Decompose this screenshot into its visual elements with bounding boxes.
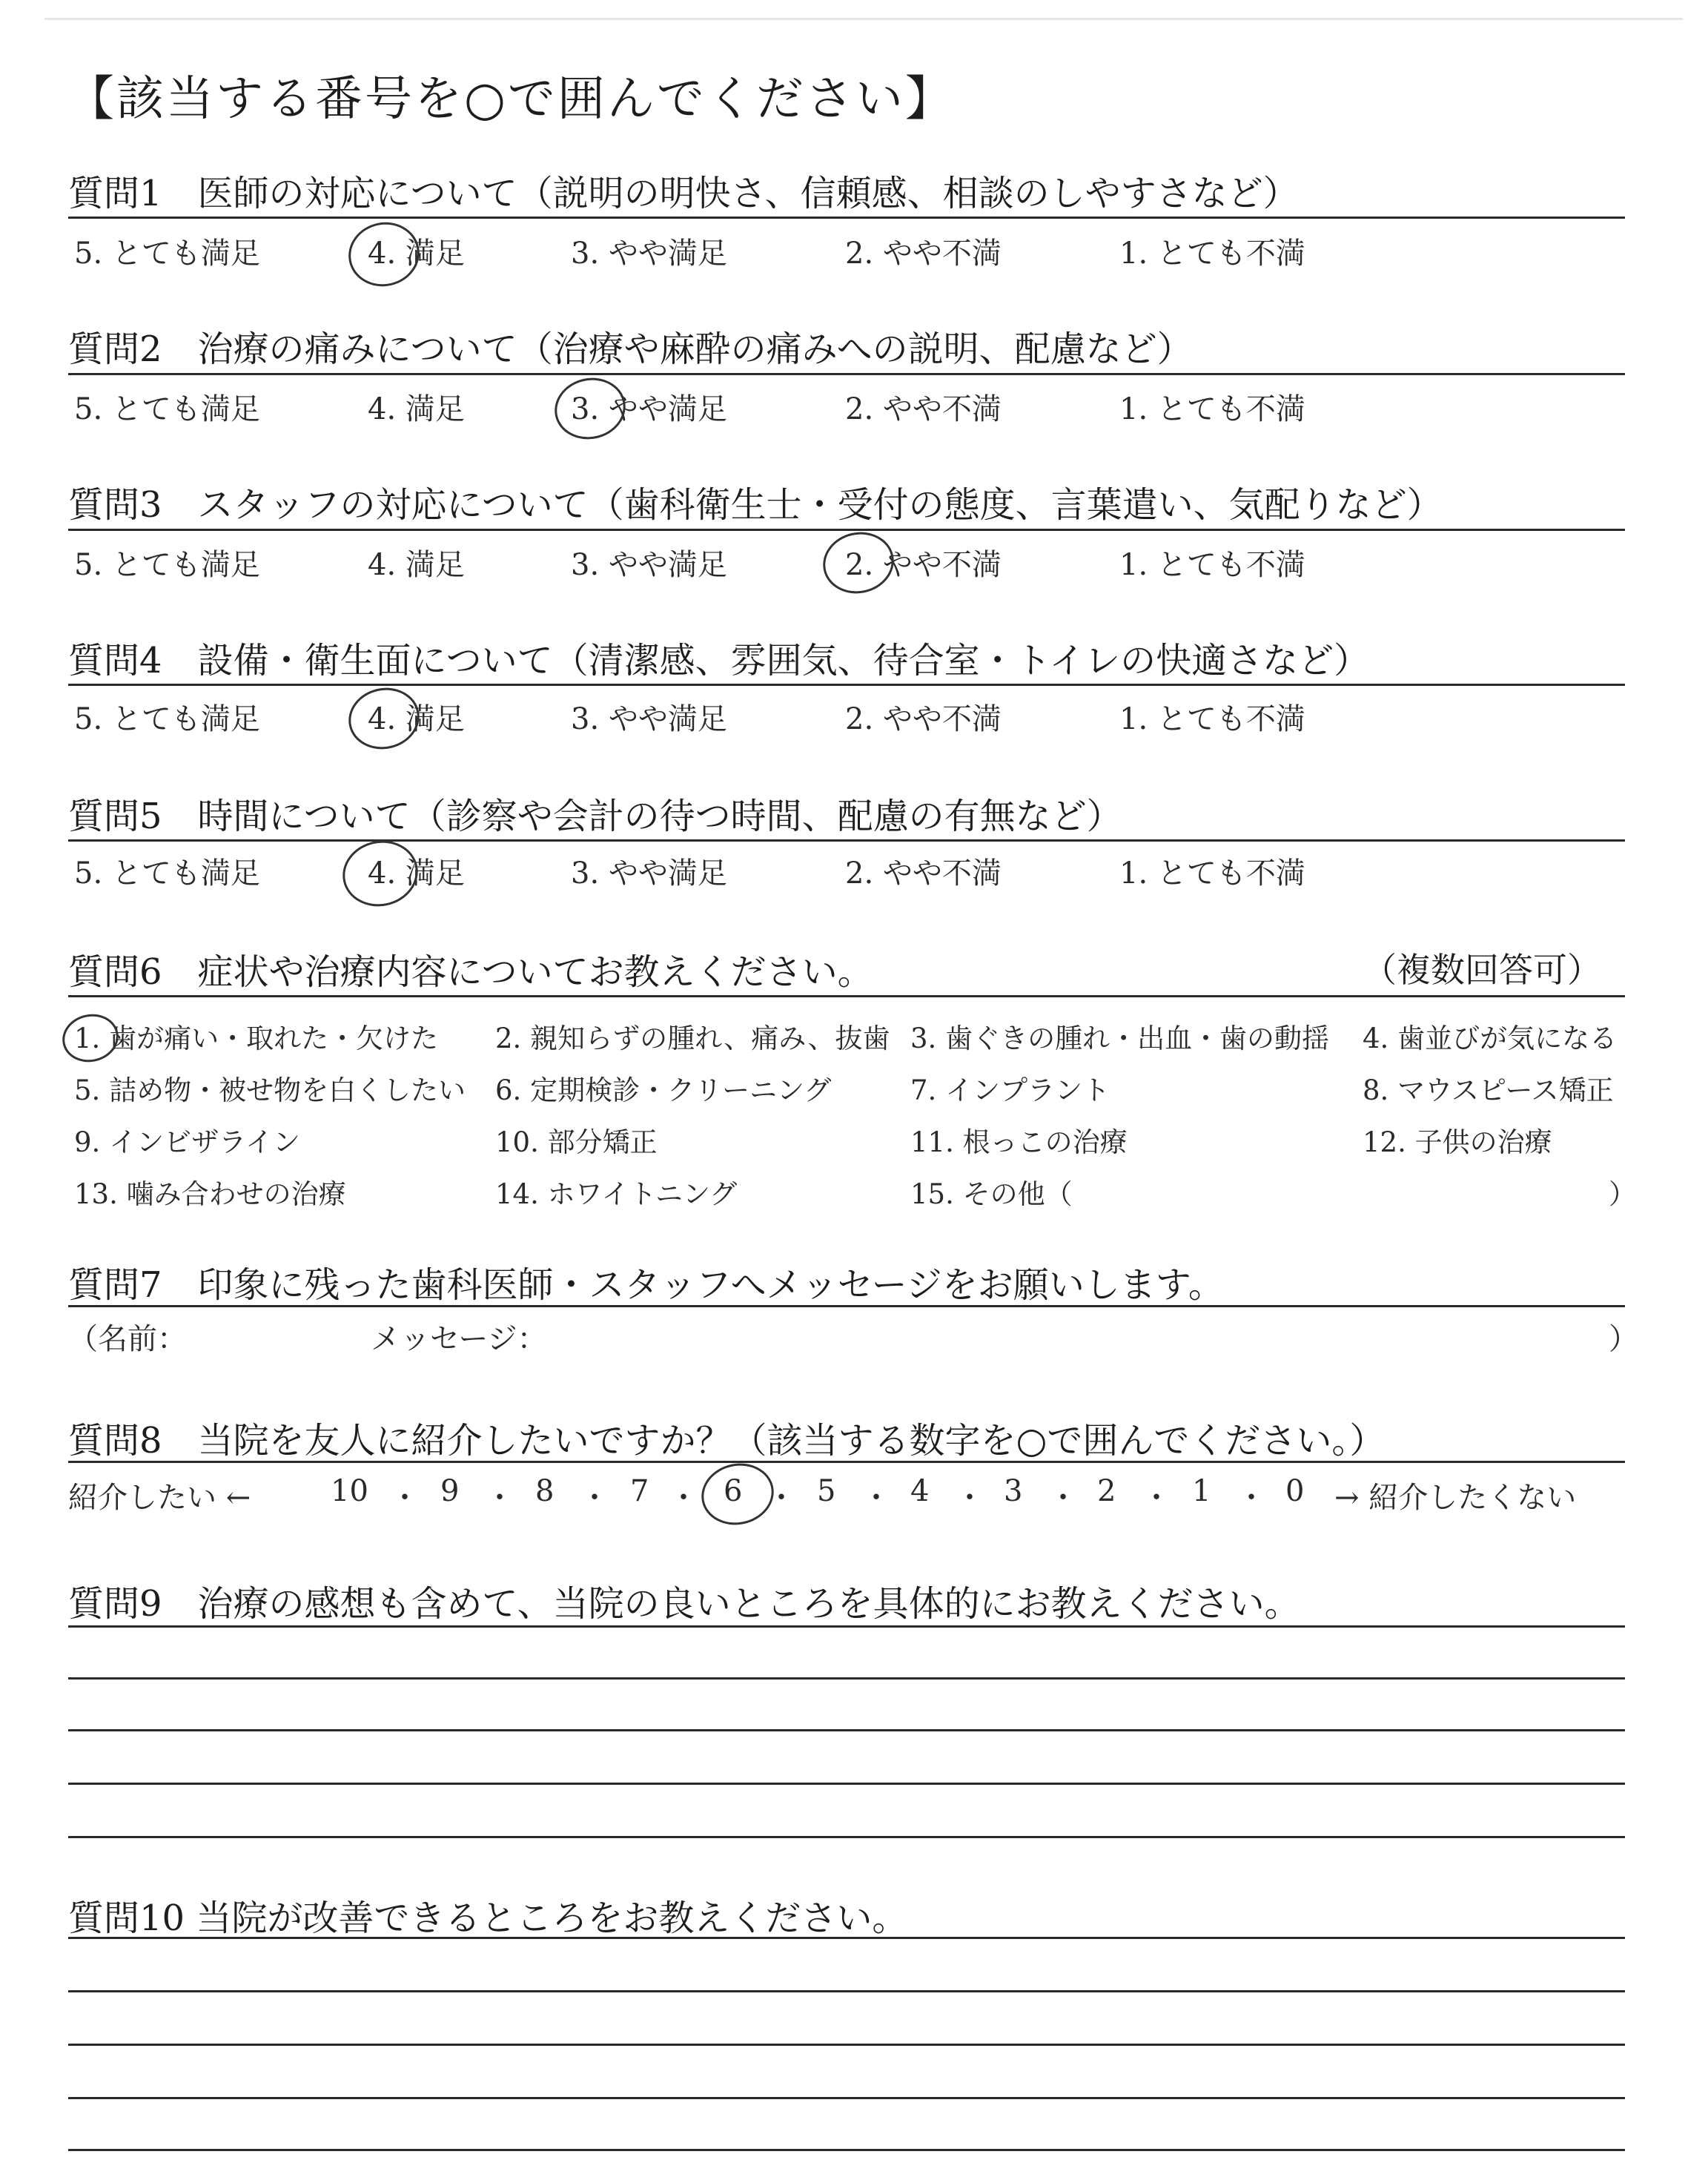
q6-item-5[interactable]: 5. 詰め物・被せ物を白くしたい <box>74 1074 466 1106</box>
q8-scale-7[interactable]: 7 <box>630 1474 649 1508</box>
q6-item-9[interactable]: 9. インビザライン <box>74 1126 300 1158</box>
question-4-rule <box>68 684 1625 686</box>
q1-option-5[interactable]: 5. とても満足 <box>74 237 260 271</box>
q4-option-2[interactable]: 2. やや不満 <box>845 702 1002 736</box>
question-6-rule <box>68 995 1625 997</box>
question-9-title: 質問9 治療の感想も含めて、当院の良いところを具体的にお教えください。 <box>68 1583 1300 1625</box>
q2-option-2[interactable]: 2. やや不満 <box>845 392 1002 426</box>
question-7-title: 質問7 印象に残った歯科医師・スタッフへメッセージをお願いします。 <box>68 1264 1224 1306</box>
q9-answer-line[interactable] <box>68 1677 1625 1680</box>
q6-item-11[interactable]: 11. 根っこの治療 <box>910 1126 1128 1158</box>
q6-item-7[interactable]: 7. インプラント <box>910 1074 1110 1106</box>
q8-left-label: 紹介したい ← <box>68 1481 251 1515</box>
q7-message-label: メッセージ： <box>371 1322 547 1356</box>
q2-option-4[interactable]: 4. 満足 <box>368 392 465 426</box>
q10-answer-line[interactable] <box>68 2097 1625 2099</box>
q6-item-6[interactable]: 6. 定期検診・クリーニング <box>495 1074 832 1106</box>
q4-option-3[interactable]: 3. やや満足 <box>571 702 727 736</box>
question-8-rule <box>68 1461 1625 1463</box>
q8-separator: ・ <box>669 1481 698 1515</box>
q1-option-3[interactable]: 3. やや満足 <box>571 237 727 271</box>
q8-scale-10[interactable]: 10 <box>331 1474 368 1508</box>
question-8-title: 質問8 当院を友人に紹介したいですか？（該当する数字を○で囲んでください。） <box>68 1420 1386 1462</box>
q6-item-3[interactable]: 3. 歯ぐきの腫れ・出血・歯の動揺 <box>910 1023 1330 1054</box>
question-6-title: 質問6 症状や治療内容についてお教えください。 <box>68 951 873 993</box>
q1-option-1[interactable]: 1. とても不満 <box>1119 237 1305 271</box>
q5-option-1[interactable]: 1. とても不満 <box>1119 856 1305 891</box>
q8-separator: ・ <box>390 1481 420 1515</box>
q3-option-5[interactable]: 5. とても満足 <box>74 548 260 582</box>
question-3-title: 質問3 スタッフの対応について（歯科衛生士・受付の態度、言葉遣い、気配りなど） <box>68 484 1443 526</box>
q3-option-4[interactable]: 4. 満足 <box>368 548 465 582</box>
q6-item-10[interactable]: 10. 部分矯正 <box>495 1126 658 1158</box>
q8-scale-0[interactable]: 0 <box>1285 1474 1305 1508</box>
q6-item-15[interactable]: 15. その他（ <box>910 1178 1073 1210</box>
q8-scale-8[interactable]: 8 <box>535 1474 555 1508</box>
q4-option-5[interactable]: 5. とても満足 <box>74 702 260 736</box>
q4-option-1[interactable]: 1. とても不満 <box>1119 702 1305 736</box>
q2-option-3[interactable]: 3. やや満足 <box>571 392 727 426</box>
top-edge-line <box>44 18 1683 20</box>
q8-separator: ・ <box>485 1481 514 1515</box>
q1-option-2[interactable]: 2. やや不満 <box>845 237 1002 271</box>
q9-answer-line[interactable] <box>68 1729 1625 1731</box>
q6-item-14[interactable]: 14. ホワイトニング <box>495 1178 738 1210</box>
question-6-multiple-note: （複数回答可） <box>1363 950 1601 990</box>
q5-option-2[interactable]: 2. やや不満 <box>845 856 1002 891</box>
q9-answer-line[interactable] <box>68 1783 1625 1785</box>
q6-item-8[interactable]: 8. マウスピース矯正 <box>1363 1074 1614 1106</box>
q7-close-paren: ） <box>1609 1322 1638 1356</box>
q10-answer-line[interactable] <box>68 1990 1625 1992</box>
q8-scale-1[interactable]: 1 <box>1192 1474 1211 1508</box>
q4-option-4[interactable]: 4. 満足 <box>368 702 465 736</box>
q10-answer-line[interactable] <box>68 2044 1625 2046</box>
question-2-title: 質問2 治療の痛みについて（治療や麻酔の痛みへの説明、配慮など） <box>68 328 1193 370</box>
question-1-title: 質問1 医師の対応について（説明の明快さ、信頼感、相談のしやすさなど） <box>68 173 1299 214</box>
q3-option-2[interactable]: 2. やや不満 <box>845 548 1002 582</box>
q10-answer-line[interactable] <box>68 1937 1625 1939</box>
question-4-title: 質問4 設備・衛生面について（清潔感、雰囲気、待合室・トイレの快適さなど） <box>68 640 1370 681</box>
q8-separator: ・ <box>955 1481 984 1515</box>
q2-option-5[interactable]: 5. とても満足 <box>74 392 260 426</box>
q2-option-1[interactable]: 1. とても不満 <box>1119 392 1305 426</box>
q6-item-4[interactable]: 4. 歯並びが気になる <box>1363 1023 1618 1054</box>
q5-option-4[interactable]: 4. 満足 <box>368 856 465 891</box>
q3-option-1[interactable]: 1. とても不満 <box>1119 548 1305 582</box>
q8-separator: ・ <box>580 1481 609 1515</box>
form-instruction-header: 【該当する番号を○で囲んでください】 <box>67 72 955 127</box>
q8-scale-3[interactable]: 3 <box>1004 1474 1023 1508</box>
q1-option-4[interactable]: 4. 満足 <box>368 237 465 271</box>
question-2-rule <box>68 373 1625 375</box>
q8-right-label: → 紹介したくない <box>1334 1481 1577 1515</box>
q8-separator: ・ <box>1142 1481 1171 1515</box>
q9-answer-line[interactable] <box>68 1836 1625 1838</box>
q3-option-3[interactable]: 3. やや満足 <box>571 548 727 582</box>
q8-scale-2[interactable]: 2 <box>1097 1474 1116 1508</box>
q8-scale-5[interactable]: 5 <box>817 1474 836 1508</box>
q10-answer-line[interactable] <box>68 2149 1625 2151</box>
question-3-rule <box>68 529 1625 531</box>
question-10-title: 質問10 当院が改善できるところをお教えください。 <box>68 1898 908 1939</box>
q6-item-13[interactable]: 13. 噛み合わせの治療 <box>74 1178 346 1210</box>
q6-item-12[interactable]: 12. 子供の治療 <box>1363 1126 1552 1158</box>
q8-scale-9[interactable]: 9 <box>440 1474 460 1508</box>
q6-item-1[interactable]: 1. 歯が痛い・取れた・欠けた <box>74 1023 439 1054</box>
q8-separator: ・ <box>1048 1481 1078 1515</box>
q5-option-3[interactable]: 3. やや満足 <box>571 856 727 891</box>
q5-option-5[interactable]: 5. とても満足 <box>74 856 260 891</box>
q8-scale-4[interactable]: 4 <box>910 1474 930 1508</box>
question-5-rule <box>68 839 1625 842</box>
question-5-title: 質問5 時間について（診察や会計の待つ時間、配慮の有無など） <box>68 796 1122 837</box>
q7-name-label: （名前： <box>68 1322 187 1356</box>
q8-separator: ・ <box>1237 1481 1266 1515</box>
q8-scale-6[interactable]: 6 <box>724 1474 743 1508</box>
q9-answer-line[interactable] <box>68 1625 1625 1628</box>
question-7-rule <box>68 1305 1625 1307</box>
q8-separator: ・ <box>861 1481 891 1515</box>
question-1-rule <box>68 217 1625 219</box>
q6-other-close-paren: ） <box>1609 1178 1636 1210</box>
q6-item-2[interactable]: 2. 親知らずの腫れ、痛み、抜歯 <box>495 1023 890 1054</box>
q8-separator: ・ <box>767 1481 796 1515</box>
